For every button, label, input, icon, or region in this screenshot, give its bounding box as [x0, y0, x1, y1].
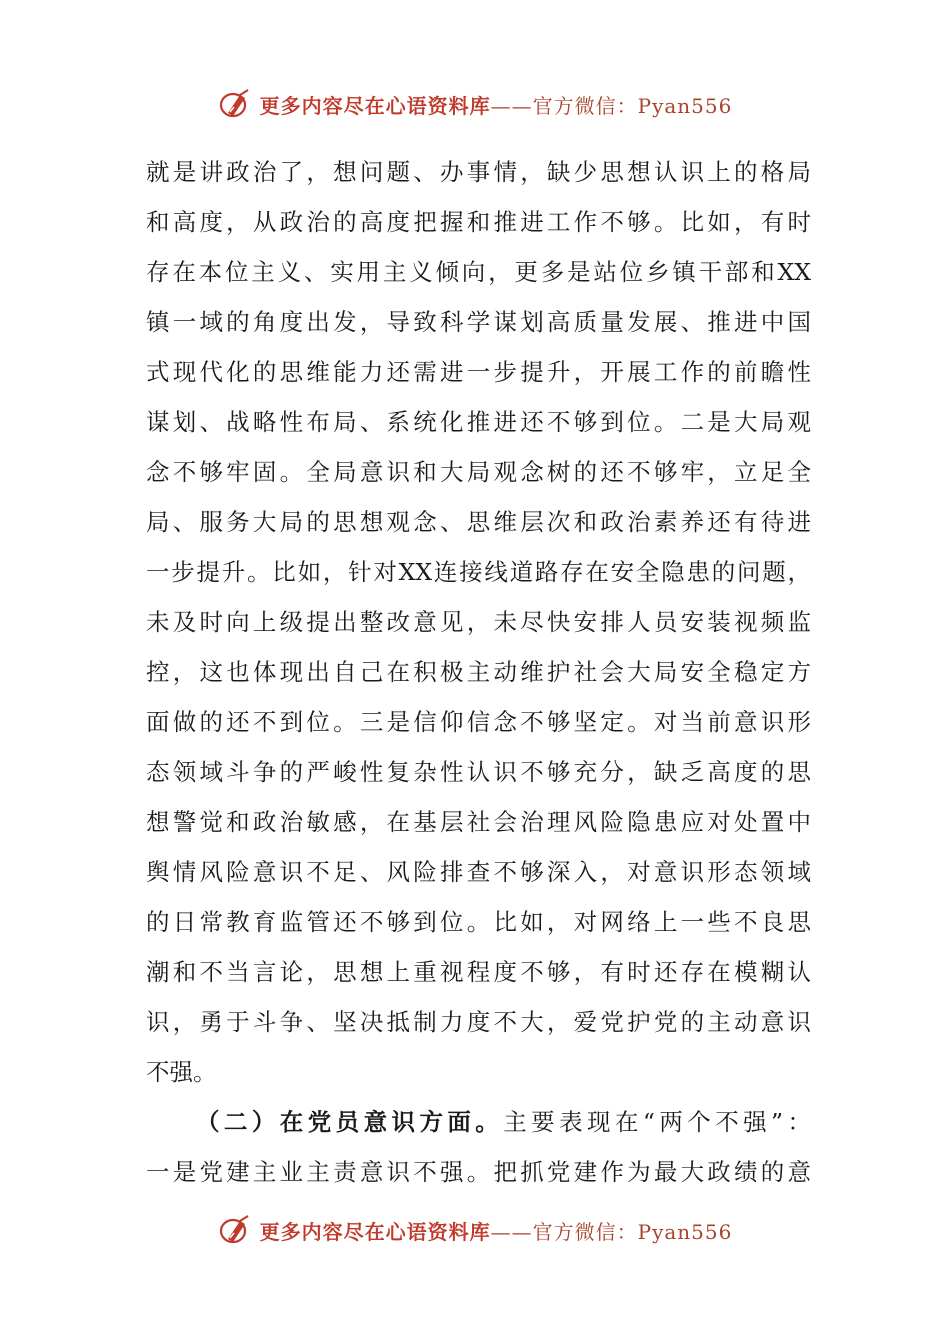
header-watermark-banner: [0, 84, 950, 124]
body-line: 控，这也体现出自己在积极主动维护社会大局安全稳定方: [146, 658, 811, 686]
section-heading-line: [146, 1097, 811, 1147]
body-line: 面做的还不到位。三是信仰信念不够坚定。对当前意识形: [146, 708, 811, 736]
banner-brand: 更多内容尽在心语资料库: [259, 1219, 491, 1244]
body-line: 和高度，从政治的高度把握和推进工作不够。比如，有时: [146, 208, 811, 236]
pen-nib-logo-icon: [218, 87, 252, 121]
body-line: 识，勇于斗争、坚决抵制力度不大，爱党护党的主动意识: [146, 1008, 811, 1036]
body-line: 态领域斗争的严峻性复杂性认识不够充分，缺乏高度的思: [146, 758, 811, 786]
body-line: 念不够牢固。全局意识和大局观念树的还不够牢，立足全: [146, 458, 811, 486]
body-line: 镇一域的角度出发，导致科学谋划高质量发展、推进中国: [146, 308, 811, 336]
banner-wechat-label: 官方微信：: [532, 1219, 638, 1244]
body-line: 未及时向上级提出整改意见，未尽快安排人员安装视频监: [146, 608, 811, 636]
banner-text: [260, 90, 733, 119]
body-line: 谋划、战略性布局、系统化推进还不够到位。二是大局观: [146, 408, 811, 436]
banner-wechat-id: Pyan556: [637, 93, 733, 118]
footer-watermark-banner: [0, 1210, 950, 1250]
banner-wechat-id: Pyan556: [637, 1219, 733, 1244]
body-line: 一是党建主业主责意识不强。把抓党建作为最大政绩的意: [146, 1158, 811, 1186]
body-line: 的日常教育监管还不够到位。比如，对网络上一些不良思: [146, 908, 811, 936]
body-line: 舆情风险意识不足、风险排查不够深入，对意识形态领域: [146, 858, 811, 886]
banner-brand: 更多内容尽在心语资料库: [259, 93, 491, 118]
body-line: 存在本位主义、实用主义倾向，更多是站位乡镇干部和XX: [146, 258, 811, 286]
body-line: 就是讲政治了，想问题、办事情，缺少思想认识上的格局: [146, 158, 811, 186]
banner-dash: ——: [490, 93, 533, 118]
body-line: 想警觉和政治敏感，在基层社会治理风险隐患应对处置中: [146, 808, 811, 836]
banner-text: [260, 1216, 733, 1245]
body-line: 式现代化的思维能力还需进一步提升，开展工作的前瞻性: [146, 358, 811, 386]
section-heading: （二）在党员意识方面。: [196, 1108, 504, 1136]
banner-dash: ——: [490, 1219, 533, 1244]
body-line: 不强。: [146, 1058, 217, 1086]
document-body: [146, 147, 811, 1197]
section-heading-rest: 主要表现在“两个不强”：: [503, 1108, 811, 1136]
body-line: 潮和不当言论，思想上重视程度不够，有时还存在模糊认: [146, 958, 811, 986]
banner-wechat-label: 官方微信：: [532, 93, 638, 118]
body-line: 局、服务大局的思想观念、思维层次和政治素养还有待进: [146, 508, 811, 536]
body-line: 一步提升。比如，针对XX连接线道路存在安全隐患的问题，: [146, 558, 811, 586]
pen-nib-logo-icon: [218, 1213, 252, 1247]
